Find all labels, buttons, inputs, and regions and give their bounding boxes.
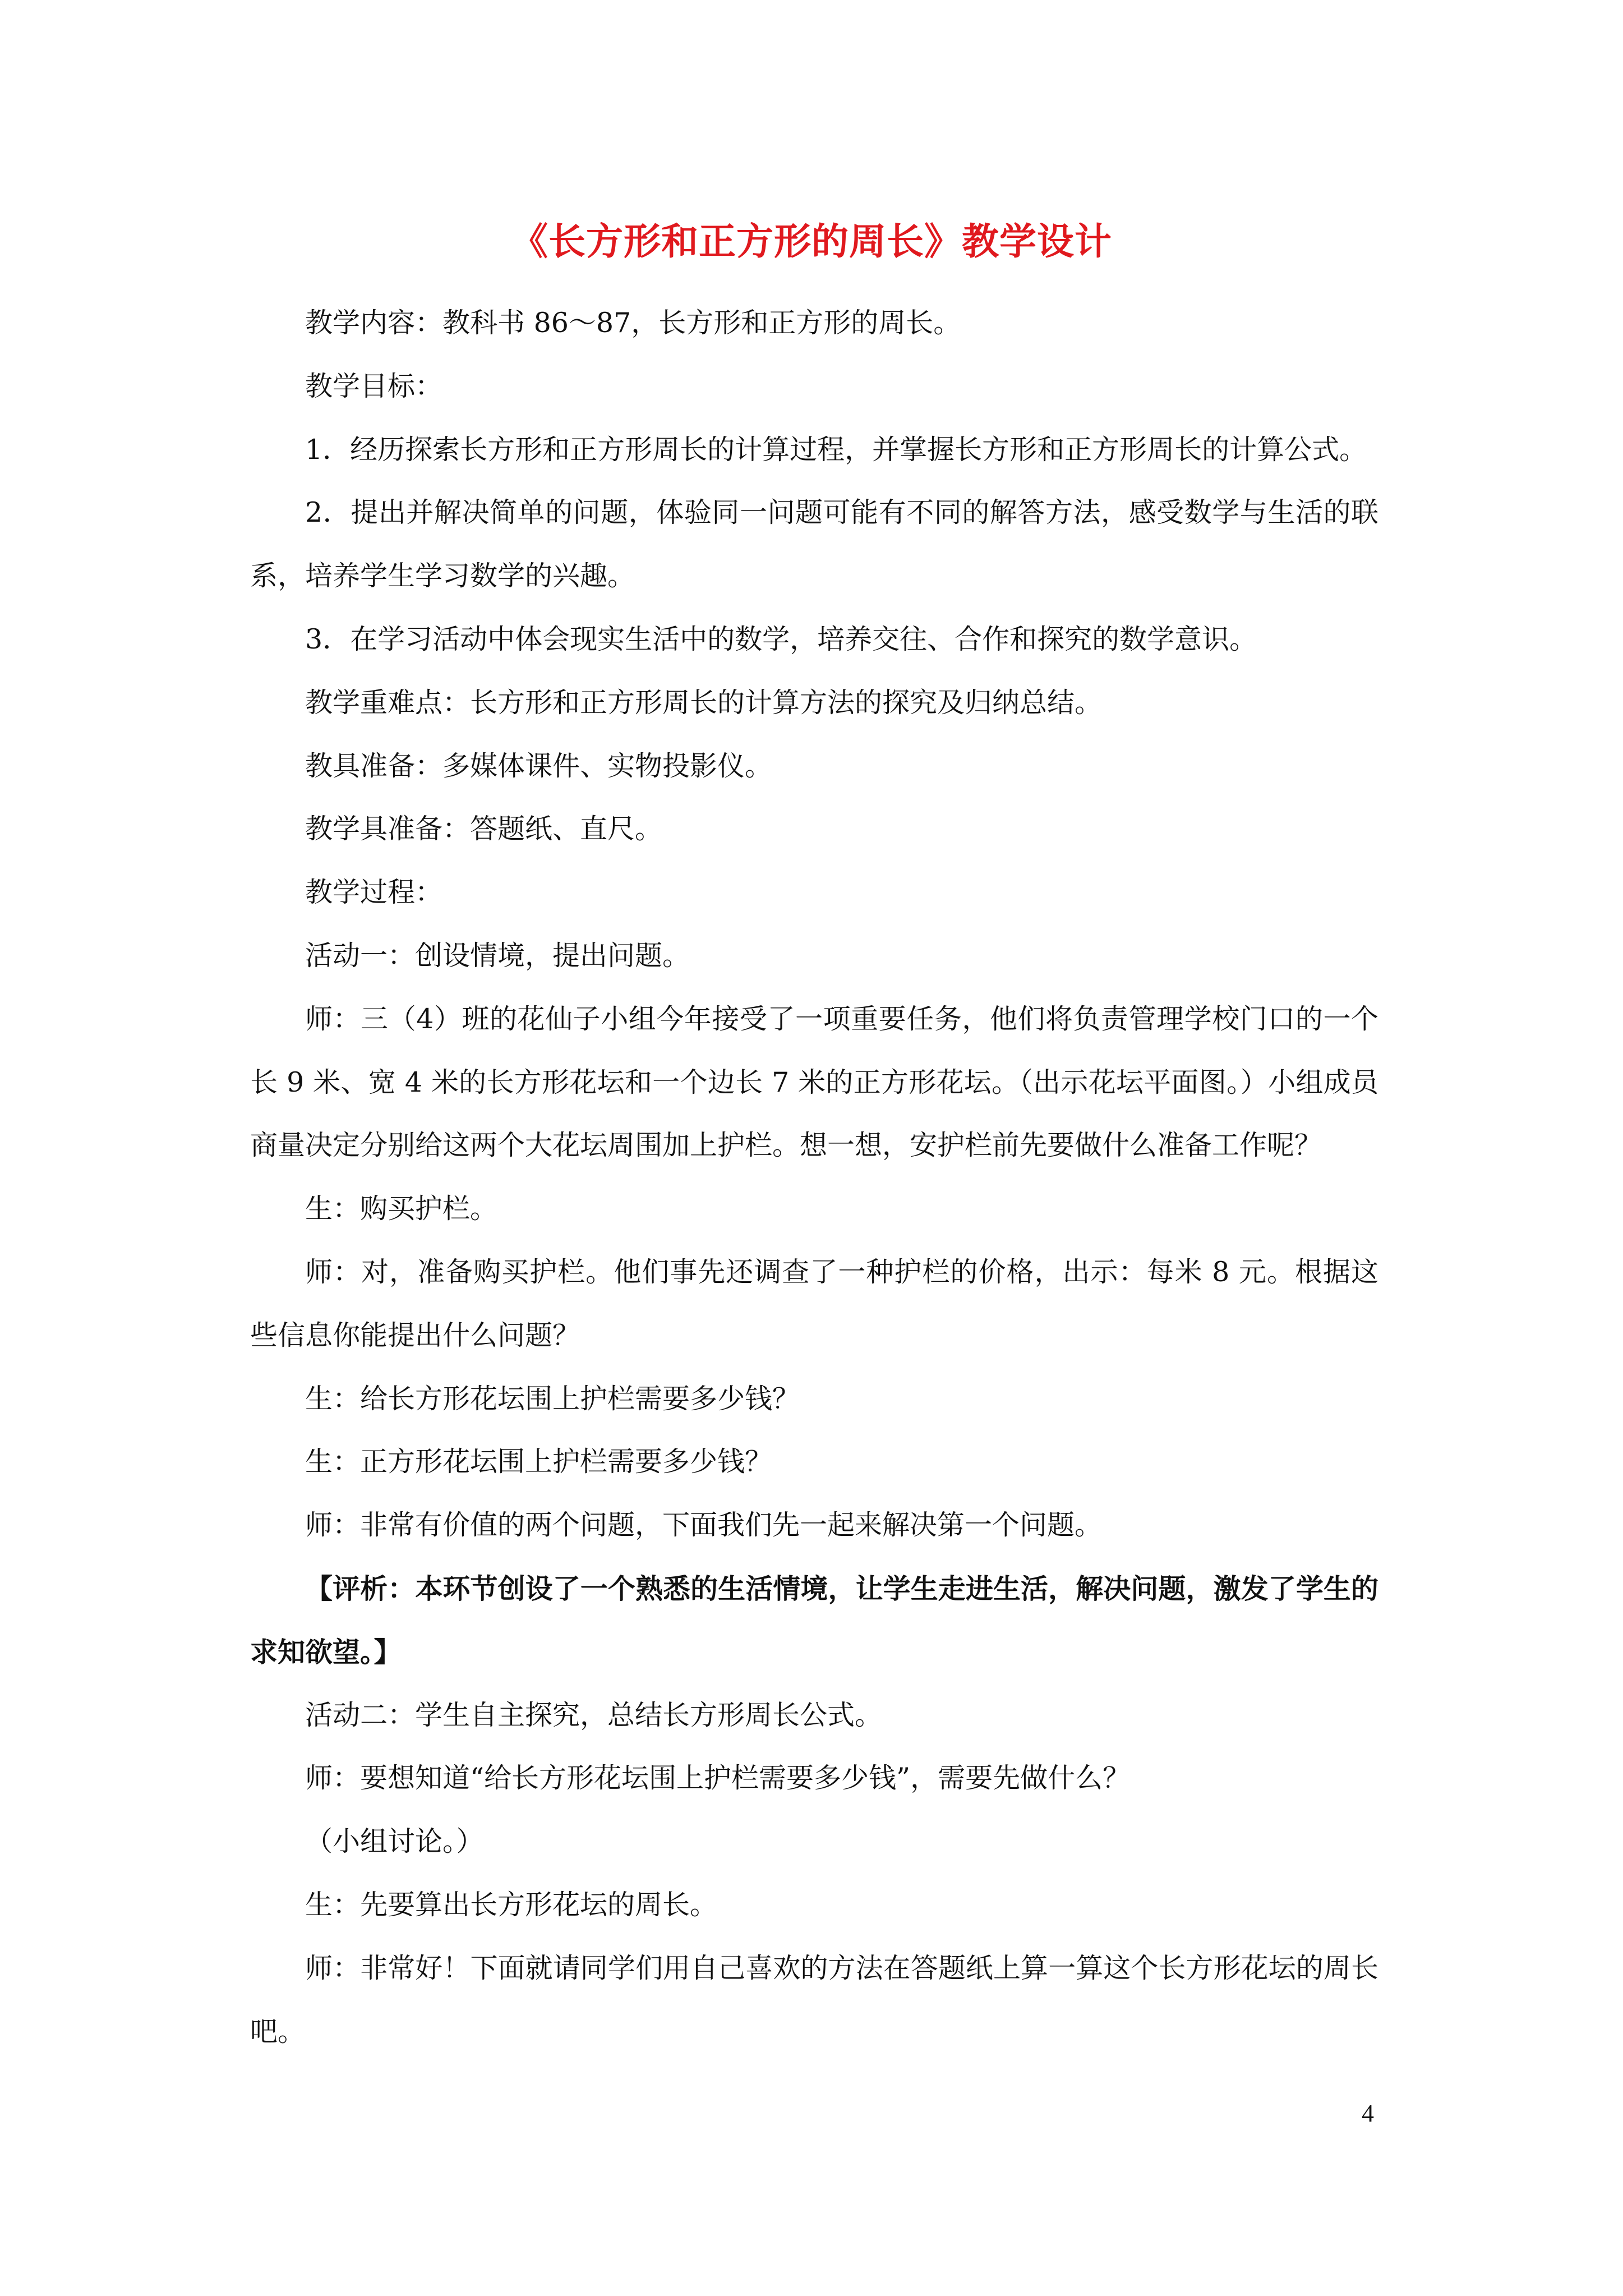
paragraph-student-1: 生：购买护栏。 xyxy=(305,1193,498,1225)
document-title: 《长方形和正方形的周长》教学设计 xyxy=(511,219,1112,263)
paragraph-group-discussion: （小组讨论。） xyxy=(305,1825,484,1858)
paragraph-student-3: 生：正方形花坛围上护栏需要多少钱？ xyxy=(305,1446,773,1478)
paragraph-goal-2: 2．提出并解决简单的问题，体验同一问题可能有不同的解答方法，感受数学与生活的联系，培养学生学习数学的兴趣。 xyxy=(250,496,1378,592)
paragraph-teacher-5: 师：非常好！下面就请同学们用自己喜欢的方法在答题纸上算一算这个长方形花坛的周长吧。 xyxy=(250,1952,1378,2047)
paragraph-learning-aids: 教学具准备：答题纸、直尺。 xyxy=(305,813,663,845)
paragraph-teaching-content: 教学内容：教科书 86～87，长方形和正方形的周长。 xyxy=(305,307,961,339)
paragraph-activity-1-heading: 活动一：创设情境，提出问题。 xyxy=(305,939,690,972)
paragraph-student-4: 生：先要算出长方形花坛的周长。 xyxy=(305,1888,718,1921)
paragraph-activity-2-heading: 活动二：学生自主探究，总结长方形周长公式。 xyxy=(305,1699,883,1731)
paragraph-teacher-4: 师：要想知道“给长方形花坛围上护栏需要多少钱”，需要先做什么？ xyxy=(305,1762,1131,1795)
paragraph-teacher-2: 师：对，准备购买护栏。他们事先还调查了一种护栏的价格，出示：每米 8 元。根据这些信息你能提出什么问题？ xyxy=(250,1255,1378,1351)
paragraph-key-difficulties: 教学重难点：长方形和正方形周长的计算方法的探究及归纳总结。 xyxy=(305,686,1103,719)
page-number: 4 xyxy=(1362,2100,1374,2127)
paragraph-student-2: 生：给长方形花坛围上护栏需要多少钱？ xyxy=(305,1382,800,1415)
paragraph-teaching-aids: 教具准备：多媒体课件、实物投影仪。 xyxy=(305,749,773,782)
document-body xyxy=(250,292,1378,2063)
paragraph-commentary: 【评析：本环节创设了一个熟悉的生活情境，让学生走进生活，解决问题，激发了学生的求知欲望。】 xyxy=(250,1572,1378,1668)
paragraph-teaching-goals-heading: 教学目标： xyxy=(305,370,443,402)
paragraph-teacher-1: 师：三（4）班的花仙子小组今年接受了一项重要任务，他们将负责管理学校门口的一个长 9 米、宽 4 米的长方形花坛和一个边长 7 米的正方形花坛。（出示花坛平面图。）小组成员商量决定分别给这两个大花坛周围加上护栏。想一想，安护栏前先要做什么准备工作呢？ xyxy=(250,1002,1378,1162)
paragraph-teaching-process-heading: 教学过程： xyxy=(305,876,443,909)
paragraph-goal-1: 1．经历探索长方形和正方形周长的计算过程，并掌握长方形和正方形周长的计算公式。 xyxy=(305,433,1367,466)
paragraph-goal-3: 3．在学习活动中体会现实生活中的数学，培养交往、合作和探究的数学意识。 xyxy=(305,623,1257,655)
paragraph-teacher-3: 师：非常有价值的两个问题，下面我们先一起来解决第一个问题。 xyxy=(305,1509,1103,1542)
